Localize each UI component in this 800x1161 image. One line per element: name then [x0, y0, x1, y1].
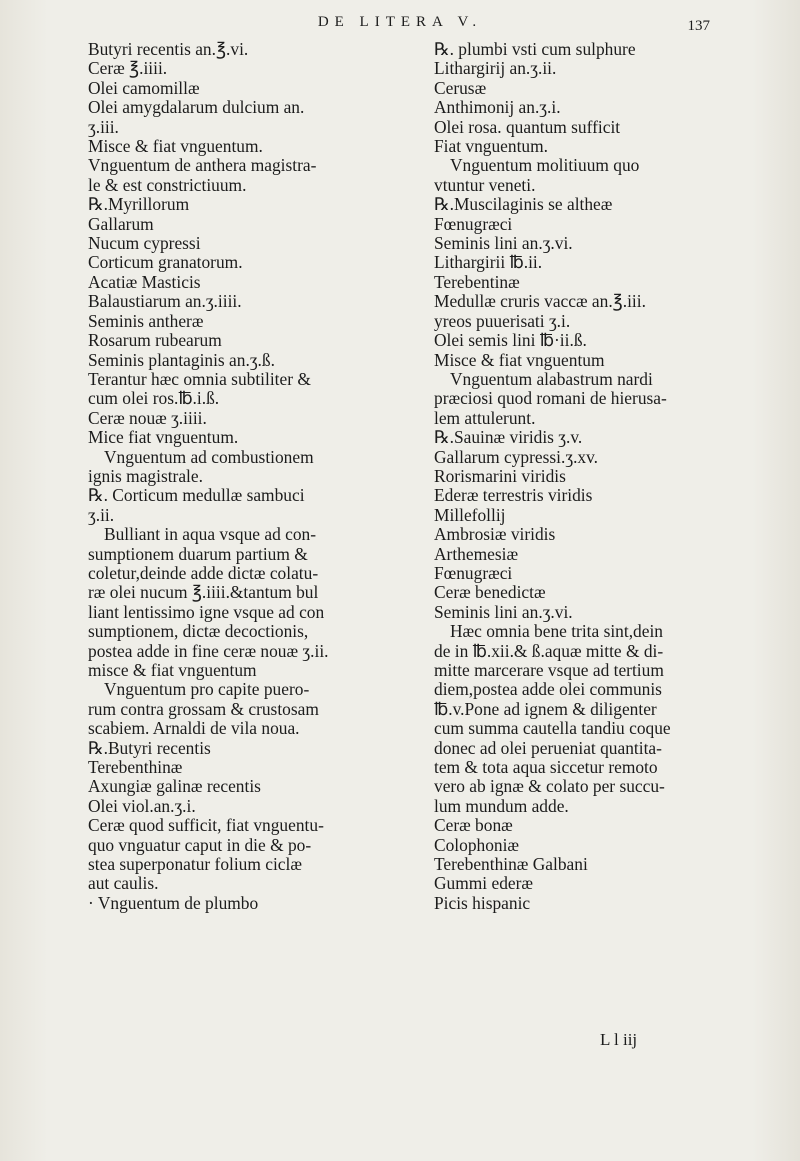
text-line: vtuntur veneti.: [434, 174, 536, 195]
text-line: Lithargirii ℔.ii.: [434, 252, 543, 273]
text-line: ʒ.ii.: [88, 504, 115, 525]
text-line: ℞.Muscilaginis se altheæ: [434, 194, 613, 215]
text-line: Gallarum: [88, 213, 154, 234]
text-line: Olei camomillæ: [88, 77, 200, 98]
right-text-column: [434, 40, 756, 913]
text-line: Gummi ederæ: [434, 873, 534, 894]
text-line: Butyri recentis an.℥.vi.: [88, 39, 249, 59]
text-line: Acatiæ Masticis: [88, 271, 201, 292]
text-line: coletur,deinde adde dictæ colatu-: [88, 562, 319, 583]
text-line: lum mundum adde.: [434, 795, 569, 816]
text-line: Terebentinæ: [434, 271, 520, 292]
text-line: ℔.v.Pone ad ignem & diligenter: [434, 698, 657, 719]
text-line: præciosi quod romani de hierusa-: [434, 388, 667, 409]
text-line: Gallarum cypressi.ʒ.xv.: [434, 446, 599, 467]
running-head: DE LITERA V.: [317, 14, 483, 30]
text-line: postea adde in fine ceræ nouæ ʒ.ii.: [88, 640, 329, 661]
text-line: Ceræ ℥.iiii.: [88, 58, 168, 79]
text-line: Seminis antheræ: [88, 310, 204, 331]
text-line: Bulliant in aqua vsque ad con-: [104, 524, 317, 545]
text-line: Ceræ bonæ: [434, 815, 513, 836]
text-line: misce & fiat vnguentum: [88, 660, 257, 680]
text-line: yreos puuerisati ʒ.i.: [434, 310, 571, 331]
text-line: Mice fiat vnguentum.: [88, 427, 239, 448]
text-line: Axungiæ galinæ recentis: [88, 776, 261, 797]
text-line: Terebenthinæ: [88, 757, 183, 778]
text-line: Medullæ cruris vaccæ an.℥.iii.: [434, 291, 646, 312]
gathering-signature: L l iij: [600, 1030, 638, 1049]
text-line: Seminis lini an.ʒ.vi.: [434, 233, 573, 254]
text-line: aut caulis.: [88, 873, 159, 894]
text-line: liant lentissimo igne vsque ad con: [88, 601, 325, 622]
text-line: Colophoniæ: [434, 834, 520, 855]
text-line: mitte marcerare vsque ad tertium: [434, 660, 664, 680]
text-line: Fœnugræci: [434, 213, 513, 234]
text-line: ʒ.iii.: [88, 116, 119, 137]
text-line: ℞. Corticum medullæ sambuci: [88, 485, 305, 506]
text-line: vero ab ignæ & colato per succu-: [434, 776, 665, 797]
text-line: ℞.Myrillorum: [88, 194, 190, 215]
text-line: ræ olei nucum ℥.iiii.&tantum bul: [88, 582, 319, 603]
text-line: quo vnguatur caput in die & po-: [88, 834, 312, 855]
text-line: Corticum granatorum.: [88, 252, 243, 273]
text-line: scabiem. Arnaldi de vila noua.: [88, 718, 300, 739]
text-line: Rorismarini viridis: [434, 465, 566, 486]
text-line: ignis magistrale.: [88, 465, 203, 486]
text-line: Vnguentum ad combustionem: [104, 446, 314, 467]
text-line: Fœnugræci: [434, 562, 513, 583]
text-line: Nucum cypressi: [88, 233, 201, 254]
text-line: sumptionem, dictæ decoctionis,: [88, 621, 309, 642]
text-line: le & est constrictiuum.: [88, 174, 247, 195]
text-line: Hæc omnia bene trita sint,dein: [450, 621, 663, 642]
text-line: Olei semis lini ℔·ii.ß.: [434, 330, 587, 351]
text-line: Vnguentum pro capite puero-: [104, 679, 310, 700]
text-line: lem attulerunt.: [434, 407, 536, 428]
text-line: Cerusæ: [434, 77, 487, 98]
text-line: Ceræ benedictæ: [434, 582, 546, 603]
text-line: Fiat vnguentum.: [434, 136, 548, 157]
text-line: ℞.Sauinæ viridis ʒ.v.: [434, 427, 583, 448]
text-line: · Vnguentum de plumbo: [88, 892, 259, 913]
text-line: stea superponatur folium ciclæ: [88, 854, 302, 875]
text-line: Arthemesiæ: [434, 543, 519, 564]
text-line: Picis hispanic: [434, 892, 531, 913]
left-text-column: [88, 40, 418, 913]
text-line: Millefollij: [434, 504, 506, 525]
text-line: de in ℔.xii.& ß.aquæ mitte & di-: [434, 640, 664, 661]
text-line: Olei rosa. quantum sufficit: [434, 116, 621, 137]
text-line: Seminis lini an.ʒ.vi.: [434, 601, 573, 622]
text-line: Terantur hæc omnia subtiliter &: [88, 368, 311, 389]
text-line: sumptionem duarum partium &: [88, 543, 308, 564]
text-line: Lithargirij an.ʒ.ii.: [434, 58, 557, 79]
text-line: Ceræ quod sufficit, fiat vnguentu-: [88, 815, 324, 836]
text-line: diem,postea adde olei communis: [434, 679, 662, 700]
page-number: 137: [687, 18, 710, 34]
text-line: tem & tota aqua siccetur remoto: [434, 757, 658, 778]
text-line: Olei viol.an.ʒ.i.: [88, 795, 196, 816]
text-line: Terebenthinæ Galbani: [434, 854, 588, 875]
text-line: Ambrosiæ viridis: [434, 524, 556, 545]
text-line: Ederæ terrestris viridis: [434, 485, 593, 506]
text-line: Ceræ nouæ ʒ.iiii.: [88, 407, 207, 428]
text-line: Misce & fiat vnguentum.: [88, 136, 263, 157]
text-line: Vnguentum alabastrum nardi: [450, 368, 653, 389]
text-line: Vnguentum molitiuum quo: [450, 155, 640, 176]
text-line: Misce & fiat vnguentum: [434, 349, 605, 370]
text-line: donec ad olei perueniat quantita-: [434, 737, 662, 758]
text-line: ℞.Butyri recentis: [88, 737, 211, 758]
text-line: Seminis plantaginis an.ʒ.ß.: [88, 349, 275, 370]
text-line: Rosarum rubearum: [88, 330, 222, 351]
text-line: ℞. plumbi vsti cum sulphure: [434, 39, 636, 59]
text-line: Vnguentum de anthera magistra-: [88, 155, 317, 176]
text-line: cum summa cautella tandiu coque: [434, 718, 671, 739]
text-line: Balaustiarum an.ʒ.iiii.: [88, 291, 242, 312]
text-line: rum contra grossam & crustosam: [88, 698, 319, 719]
text-line: cum olei ros.℔.i.ß.: [88, 388, 220, 409]
text-line: Anthimonij an.ʒ.i.: [434, 97, 561, 118]
text-line: Olei amygdalarum dulcium an.: [88, 97, 305, 118]
